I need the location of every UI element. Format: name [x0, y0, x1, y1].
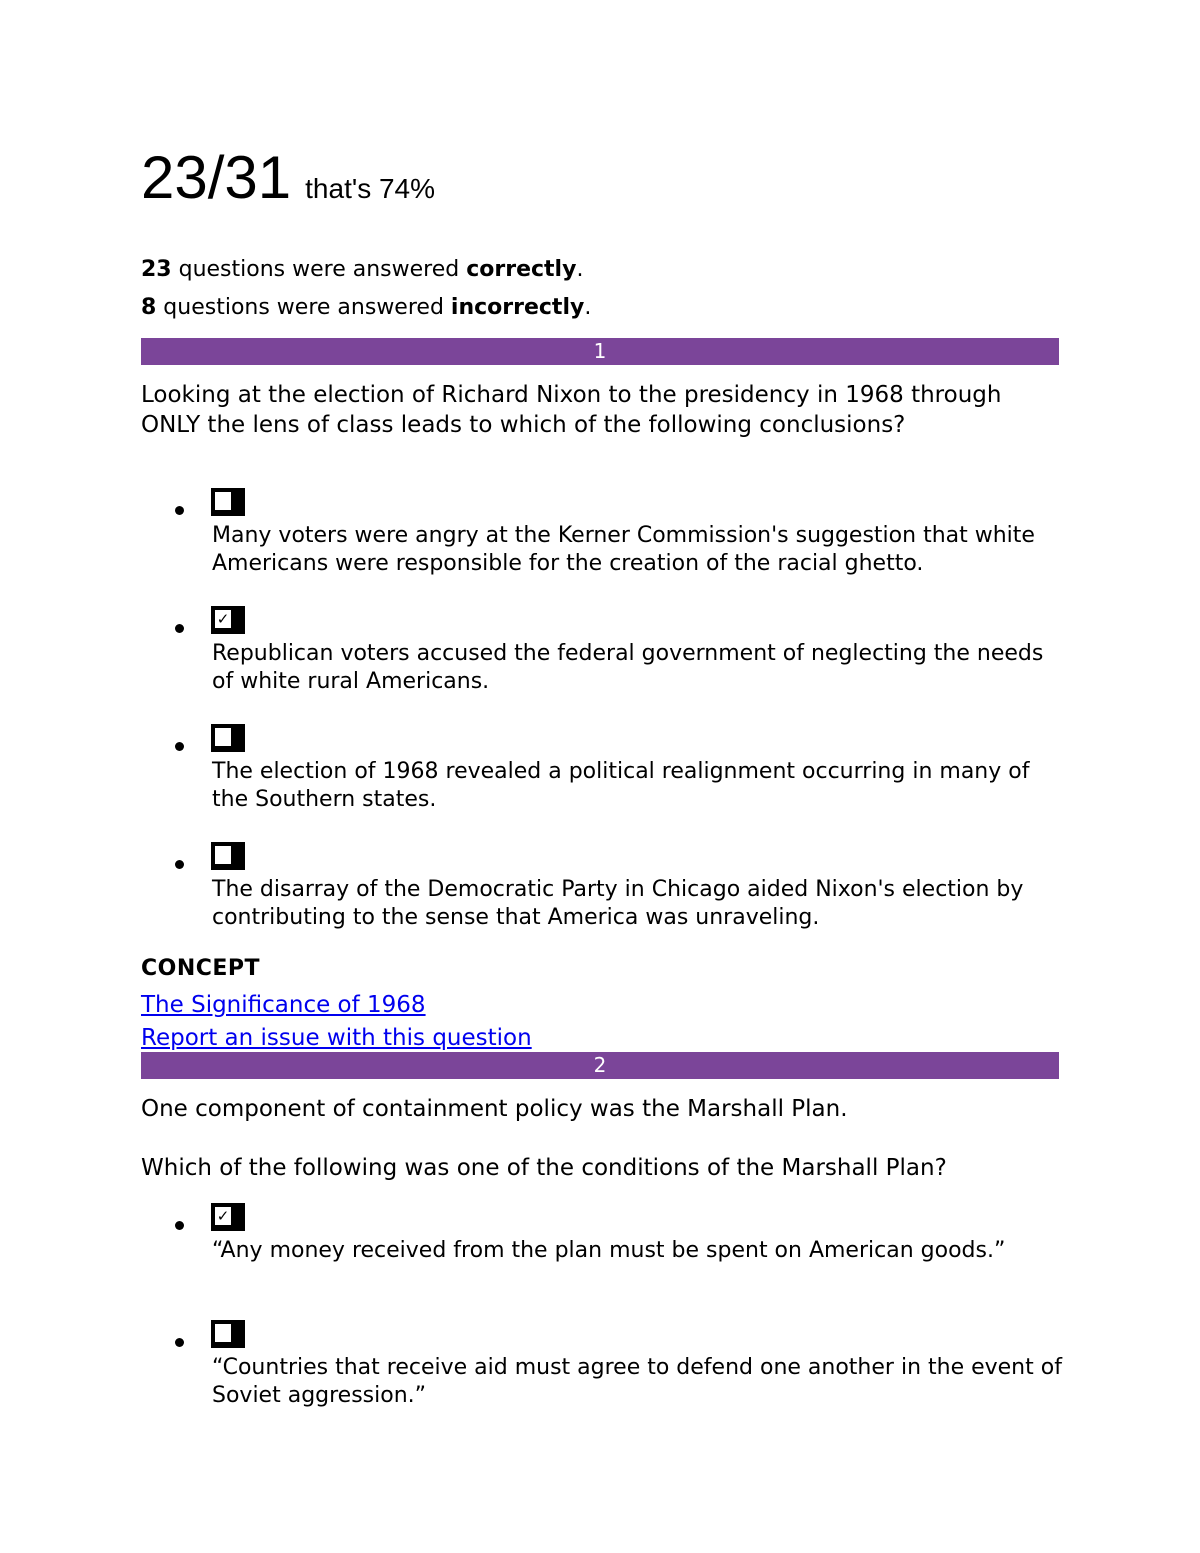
score-header	[141, 140, 435, 216]
incorrect-summary-text: questions were answered	[156, 295, 451, 320]
bullet-icon	[175, 624, 184, 633]
score-fraction: 23/31	[141, 144, 292, 211]
bullet-icon	[175, 742, 184, 751]
concept-link[interactable]: The Significance of 1968	[141, 992, 426, 1018]
question-prompt-line2: Which of the following was one of the conditions of the Marshall Plan?	[141, 1155, 947, 1181]
correct-summary-text: questions were answered	[171, 257, 467, 282]
report-issue-link[interactable]: Report an issue with this question	[141, 1025, 532, 1051]
question-number-bar: 2	[141, 1052, 1059, 1079]
incorrect-word: incorrectly	[450, 295, 585, 320]
bullet-icon	[175, 860, 184, 869]
incorrect-count: 8	[141, 295, 157, 320]
question-prompt: One component of containment policy was the Marshall Plan.	[141, 1096, 848, 1122]
question-number-bar: 1	[141, 338, 1059, 365]
correct-summary	[141, 256, 583, 284]
bullet-icon	[175, 1338, 184, 1347]
answer-option-text: “Any money received from the plan must be spent on American goods.”	[212, 1238, 1006, 1263]
answer-option-text: “Countries that receive aid must agree to defend one another in the event of Soviet aggression.”	[212, 1355, 1062, 1408]
checkbox-icon	[211, 488, 245, 516]
checkbox-icon	[211, 724, 245, 752]
incorrect-summary	[141, 294, 591, 322]
checkbox-icon	[211, 842, 245, 870]
answer-option-text: Many voters were angry at the Kerner Commission's suggestion that white Americans were responsible for the creation of the racial ghetto.	[212, 523, 1035, 576]
checkmark-checkbox-icon: ✓	[211, 606, 245, 634]
answer-option-text: Republican voters accused the federal government of neglecting the needs of white rural Americans.	[212, 641, 1044, 694]
checkmark-checkbox-icon: ✓	[211, 1203, 245, 1231]
correct-word: correctly	[466, 257, 577, 282]
bullet-icon	[175, 506, 184, 515]
correct-summary-end: .	[576, 257, 584, 282]
concept-label: CONCEPT	[141, 956, 261, 981]
checkbox-icon	[211, 1320, 245, 1348]
score-percent: that's 74%	[305, 173, 436, 204]
question-prompt: Looking at the election of Richard Nixon to the presidency in 1968 through ONLY the lens of class leads to which of the following conclusions?	[141, 382, 1002, 438]
answer-option-text: The election of 1968 revealed a political realignment occurring in many of the Southern states.	[212, 759, 1030, 812]
bullet-icon	[175, 1221, 184, 1230]
correct-count: 23	[141, 257, 172, 282]
incorrect-summary-end: .	[584, 295, 592, 320]
answer-option-text: The disarray of the Democratic Party in Chicago aided Nixon's election by contributing to the sense that America was unraveling.	[212, 877, 1024, 930]
